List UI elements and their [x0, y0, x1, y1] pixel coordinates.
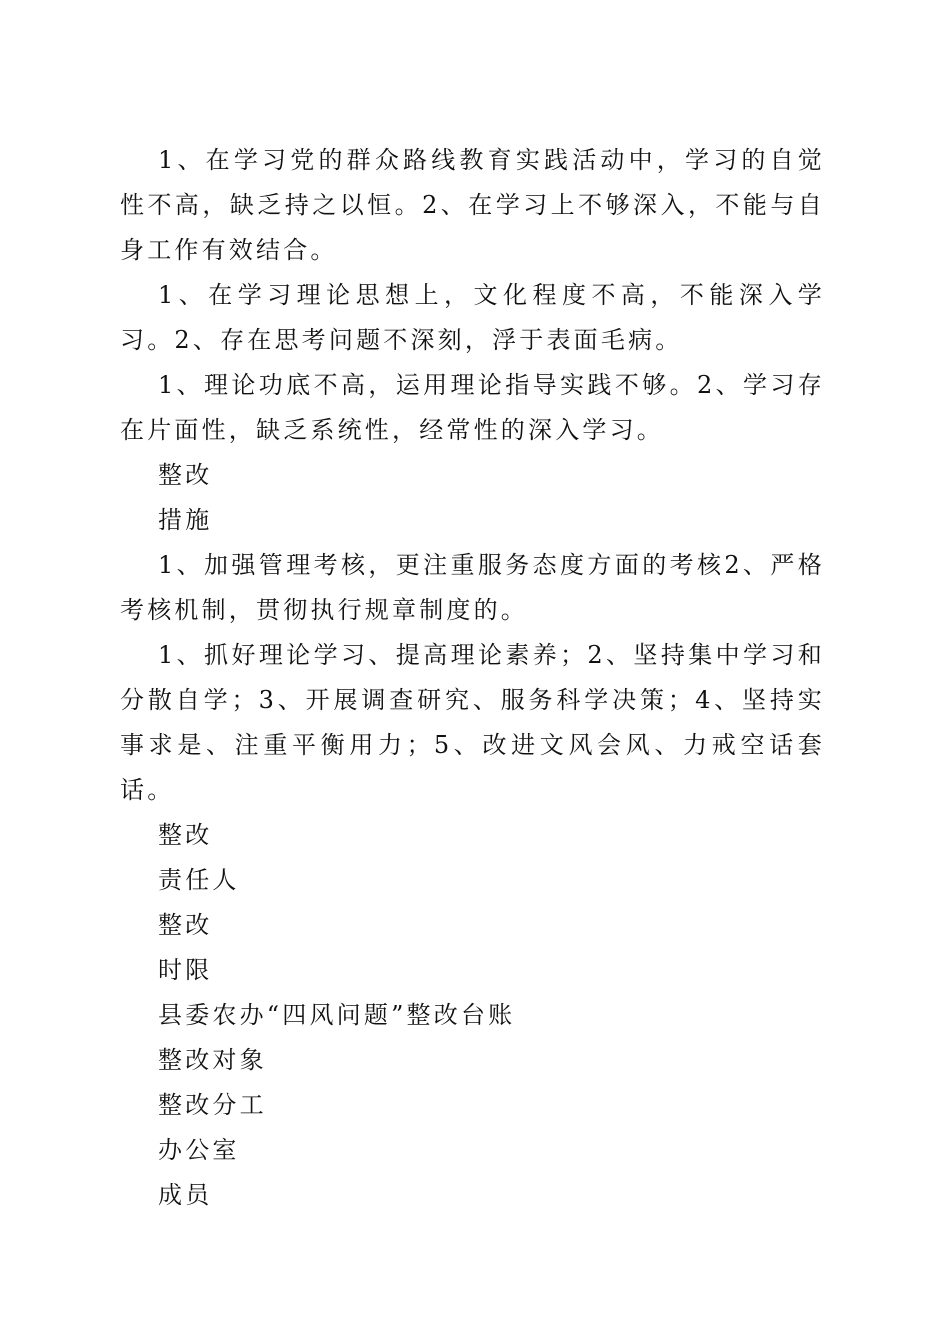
label-measures: 措施: [158, 506, 213, 534]
paragraph-theory-study-measures: 1、抓好理论学习、提高理论素养；2、坚持集中学习和分散自学；3、开展调查研究、服务科学决策；4、坚持实事求是、注重平衡用力；5、改进文风会风、力戒空话套话。: [120, 641, 825, 804]
label-time-limit: 时限: [158, 956, 213, 984]
label-rectification-target: 整改对象: [158, 1046, 267, 1074]
label-rectification-1: 整改: [158, 461, 213, 489]
document-body: [120, 138, 825, 1218]
ledger-title: 县委农办“四风问题”整改台账: [158, 1001, 516, 1029]
label-office: 办公室: [158, 1136, 240, 1164]
label-rectification-3: 整改: [158, 911, 213, 939]
label-rectification-division: 整改分工: [158, 1091, 267, 1119]
paragraph-study-awareness: 1、在学习党的群众路线教育实践活动中，学习的自觉性不高，缺乏持之以恒。2、在学习上不够深入，不能与自身工作有效结合。: [120, 146, 825, 264]
label-members: 成员: [158, 1181, 213, 1209]
paragraph-theory-foundation: 1、理论功底不高，运用理论指导实践不够。2、学习存在片面性，缺乏系统性，经常性的深入学习。: [120, 371, 825, 444]
paragraph-management-assessment: 1、加强管理考核，更注重服务态度方面的考核2、严格考核机制，贯彻执行规章制度的。: [120, 551, 825, 624]
label-responsible-person: 责任人: [158, 866, 240, 894]
paragraph-theory-thinking: 1、在学习理论思想上，文化程度不高，不能深入学习。2、存在思考问题不深刻，浮于表面毛病。: [120, 281, 825, 354]
label-rectification-2: 整改: [158, 821, 213, 849]
